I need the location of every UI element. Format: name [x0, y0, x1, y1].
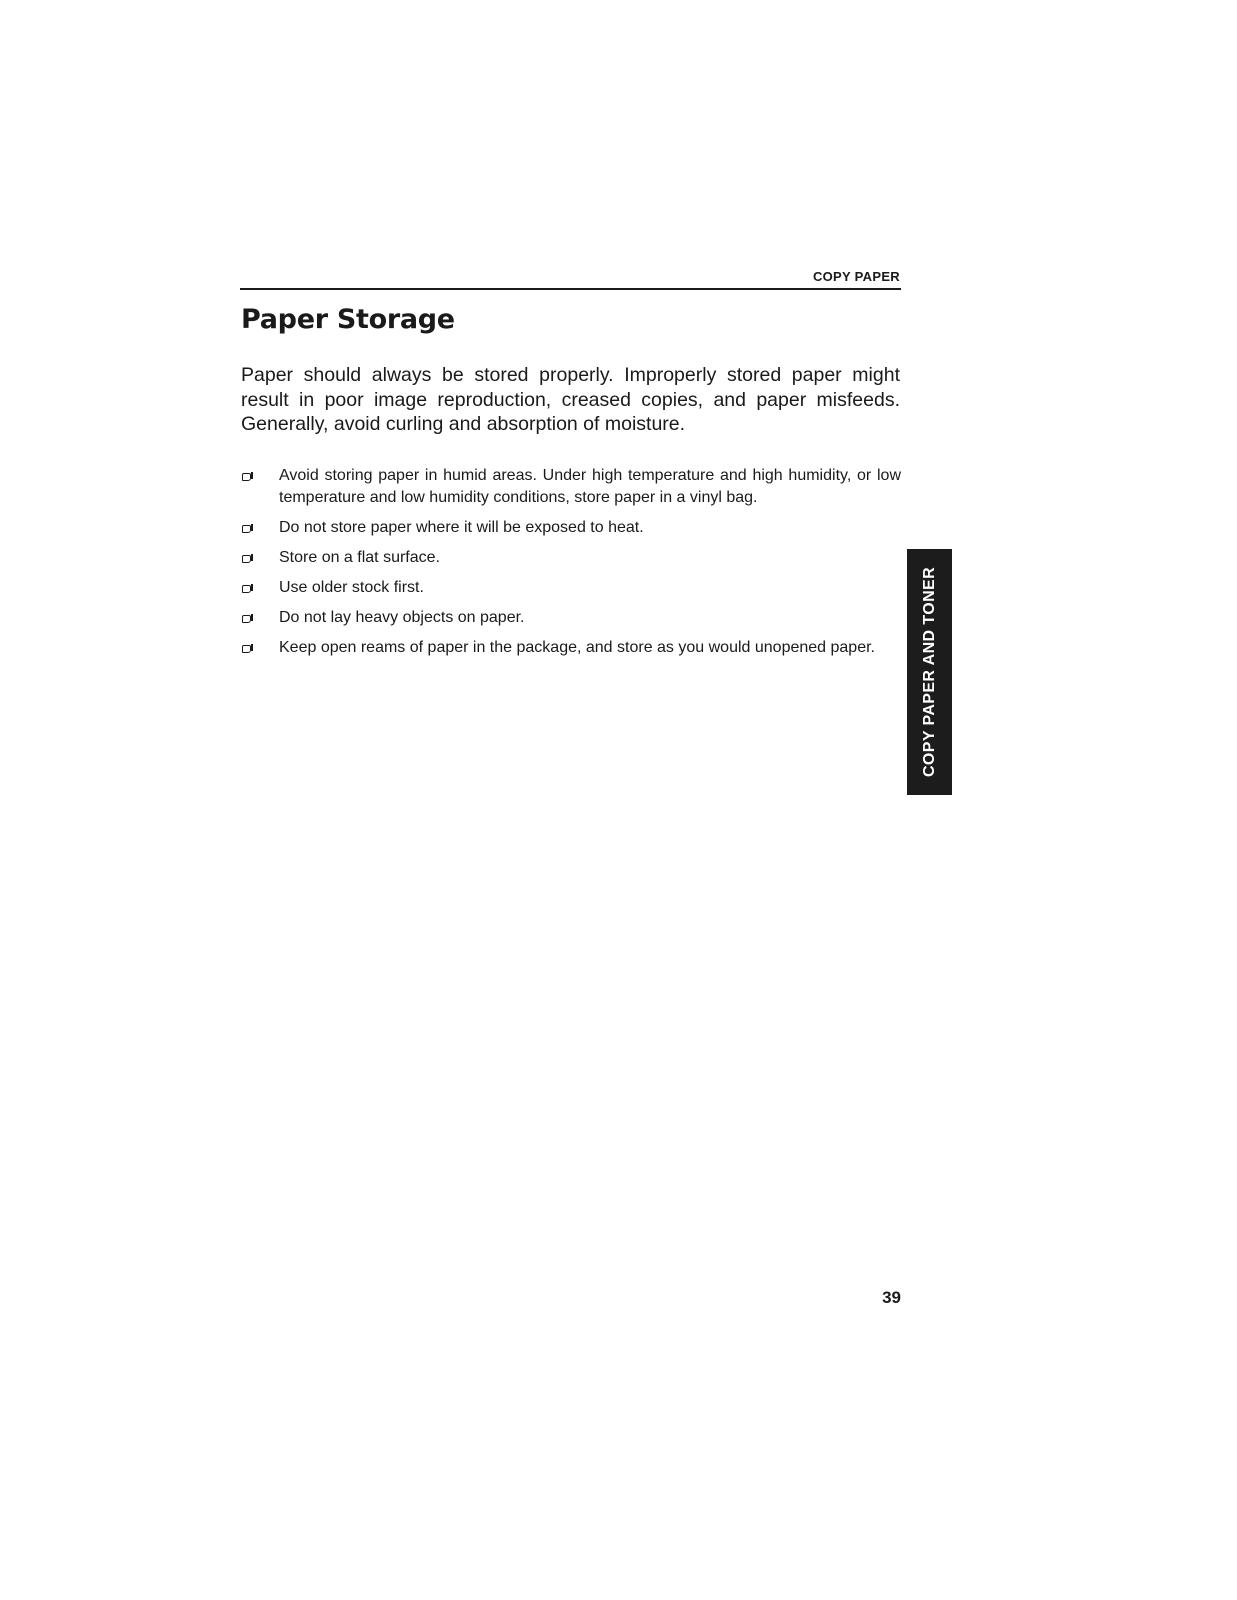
checkbox-bullet-icon [242, 645, 251, 653]
list-item [241, 577, 901, 599]
chapter-tab-label: COPY PAPER AND TONER [920, 566, 938, 778]
list-item [241, 547, 901, 569]
list-item-text: Use older stock first. [279, 579, 424, 596]
page-number: 39 [882, 1288, 901, 1307]
list-item [241, 465, 901, 509]
list-item-text: Do not store paper where it will be exposed to heat. [279, 519, 644, 536]
list-item-text: Avoid storing paper in humid areas. Under high temperature and high humidity, or low temperature and low humidity conditions, store paper in a vinyl bag. [279, 467, 901, 506]
list-item [241, 607, 901, 629]
intro-paragraph: Paper should always be stored properly. Improperly stored paper might result in poor image reproduction, creased copies, and paper misfeeds. Generally, avoid curling and absorption of moisture. [241, 364, 900, 435]
list-item [241, 637, 901, 659]
checkbox-bullet-icon [242, 525, 251, 533]
checkbox-bullet-icon [242, 473, 251, 481]
checkbox-bullet-icon [242, 615, 251, 623]
checkbox-bullet-icon [242, 555, 251, 563]
list-item [241, 517, 901, 539]
list-item-text: Keep open reams of paper in the package, and store as you would unopened paper. [279, 639, 875, 656]
header-rule [240, 288, 901, 290]
list-item-text: Store on a flat surface. [279, 549, 440, 566]
list-item-text: Do not lay heavy objects on paper. [279, 609, 525, 626]
checkbox-bullet-icon [242, 585, 251, 593]
page-title: Paper Storage [241, 304, 455, 335]
running-header: COPY PAPER [812, 269, 900, 284]
chapter-thumb-tab [907, 549, 952, 795]
storage-guidelines-list [241, 465, 901, 667]
